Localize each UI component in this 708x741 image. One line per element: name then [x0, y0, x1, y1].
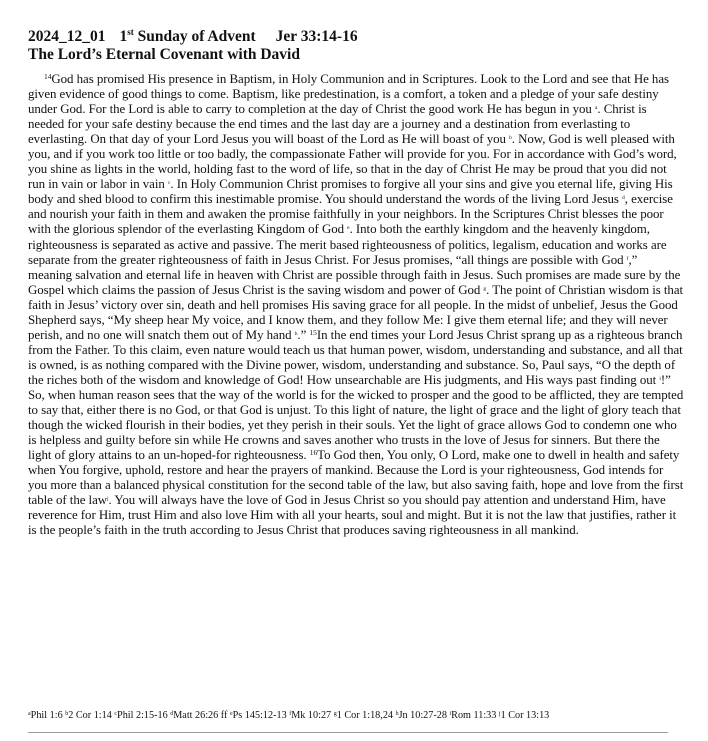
body-segment: . Christ is needed for your safe destiny because the end times and the last day are a journey and a destination from everlasting to everlasting. On that day of your Lord Jesus you will boast of the Lord as He will boast of you — [28, 102, 647, 147]
body-segment: . Now, God is well pleased with you, and if you work too little or too badly, the compassionate Father will provide for you. For in accordance with God’s word, you shine as lights in the world, holding fast to the word of life, so that in the day of Christ He may be proud that you did not run in vain or labor in vain — [28, 132, 677, 192]
body-segment: ,” meaning salvation and eternal life in heaven with Christ are possible through faith in Jesus. Such promises are made sure by the Gospel which claims the passion of Jesus Christ is the saving wisdom and power of God — [28, 252, 681, 297]
footnote-letter: j — [498, 711, 501, 717]
header-occasion-number: 1 — [119, 28, 128, 45]
footnote-mark: d — [622, 195, 625, 202]
footnote-mark: c — [167, 180, 171, 187]
footnote-letter: a — [28, 711, 31, 717]
footnotes — [28, 710, 668, 721]
footnote-reference: Phil 1:6 — [30, 710, 66, 721]
footnote-reference: 1 Cor 13:13 — [500, 710, 550, 721]
body-segment: In the end times your Lord Jesus Christ sprang up as a righteous branch from the Father. To this claim, even nature would teach us that human power, wisdom, understanding and substance, and all that is owned, is as nothing compared with the Divine power, wisdom, understanding and substance. So, Paul says, “O the depth of the riches both of the wisdom and knowledge of God! How unsearchable are His judgments, and His ways past finding out — [28, 327, 683, 387]
verse-number-16: 16 — [309, 448, 318, 458]
header-reading: Jer 33:14-16 — [275, 28, 358, 45]
footnote-mark: a — [594, 105, 598, 112]
body-segment: !” So, when human reason sees that the way of the world is for the wicked to prosper and the good to be afflicted, they are tempted to say that, either there is no God, or that God is unjust. To this light of nature, the light of grace and the light of glory teach that though the wicked flourish in their bodies, yet they perish in their souls. Yet the light of grace allows God to condemn one who is helpless and guilty before sin while He crowns and saves another who trusts in the love of Jesus for sinners. But there the light of glory attains to an un-hoped-for righteousness. — [28, 372, 684, 463]
footnote-reference: Mk 10:27 — [291, 710, 334, 721]
footnote-reference: Matt 26:26 ff — [173, 710, 230, 721]
footnote-reference: Jn 10:27-28 — [398, 710, 450, 721]
footnote-letter: c — [114, 711, 118, 717]
body-segment: . You will always have the love of God in Jesus Christ so you should pay attention and understand Him, have reverence for Him, trust Him and also love Him with all your hearts, soul and might. But it is not the law that justifies, rather it is the people’s faith in the truth according to Jesus Christ that produces saving righteousness in all mankind. — [28, 493, 677, 538]
header-occasion-suffix: st — [127, 27, 134, 37]
body-segment: God has promised His presence in Baptism, in Holy Communion and in Scriptures. Look to the Lord and see that He has given evidence of good things to come. Baptism, like predestination, is a comfort, a token and a pledge of your safe destiny under God. For the Lord is able to carry to completion at the day of Christ the good work He has begun in you — [28, 72, 669, 117]
footnote-mark: e — [347, 225, 350, 232]
footnote-letter: e — [229, 711, 233, 717]
document-title: The Lord’s Eternal Covenant with David — [28, 46, 300, 63]
footnote-mark: i — [659, 375, 661, 382]
body-segment: . In Holy Communion Christ promises to forgive all your sins and give you eternal life, giving His body and shed blood to confirm this inestimable promise. You should understand the words of the living Lord Jesus — [28, 177, 673, 207]
footnote-reference: Ps 145:12-13 — [232, 710, 290, 721]
body-segment: . The point of Christian wisdom is that faith in Jesus’ victory over sin, death and hell promises His saving grace for all people. In the midst of unbelief, Jesus the Good Shepherd says, “My sheep hear My voice, and I know them, and they follow Me: I give them eternal life; and they will never perish, and no one will snatch them out of My hand — [28, 282, 684, 342]
body-segment: .” — [297, 327, 310, 342]
body-paragraph — [28, 72, 684, 538]
footnote-letter: f — [289, 711, 292, 717]
footnote-reference: 2 Cor 1:14 — [68, 710, 115, 721]
footnote-mark: g — [483, 285, 487, 292]
body-segment: To God then, You only, O Lord, make one to dwell in health and safety when You forgive, uphold, restore and hear the prayers of mankind. Because the Lord is your righteousness, God intends for you more than a balanced physical constitution for the second table of the law, but also saving faith, hope and love from the first table of the law — [28, 448, 684, 508]
footnote-reference: 1 Cor 1:18,24 — [336, 710, 396, 721]
body-segment: . Into both the earthly kingdom and the heavenly kingdom, righteousness is separated as active and passive. The merit based righteousness of politics, legalism, education and works are separate from the greater righteousness of faith in Jesus Christ. For Jesus promises, “all things are possible with God — [28, 222, 667, 267]
bottom-rule — [28, 732, 668, 733]
document-page — [28, 28, 684, 538]
header-occasion: Sunday of Advent — [133, 28, 256, 45]
footnote-letter: d — [170, 711, 174, 717]
footnote-mark: h — [294, 330, 298, 337]
verse-number-15: 15 — [309, 327, 317, 337]
footnote-letter: h — [395, 711, 399, 717]
footnote-mark: b — [509, 135, 512, 142]
verse-number-14: 14 — [44, 72, 52, 81]
header-date: 2024_12_01 — [28, 28, 106, 45]
body-segment: , exercise and nourish your faith in them and awaken the promise faithfully in your neighbors. In the Scriptures Christ blesses the poor with the glorious splendor of the everlasting Kingdom of God — [28, 192, 673, 237]
footnote-letter: i — [449, 711, 452, 717]
footnote-mark: j — [107, 496, 109, 503]
footnote-reference: Rom 11:33 — [451, 710, 499, 721]
header-line — [28, 28, 684, 46]
footnote-letter: g — [333, 711, 337, 717]
footnote-reference: Phil 2:15-16 — [117, 710, 171, 721]
footnote-mark: f — [626, 255, 629, 262]
footnote-letter: b — [65, 711, 69, 717]
